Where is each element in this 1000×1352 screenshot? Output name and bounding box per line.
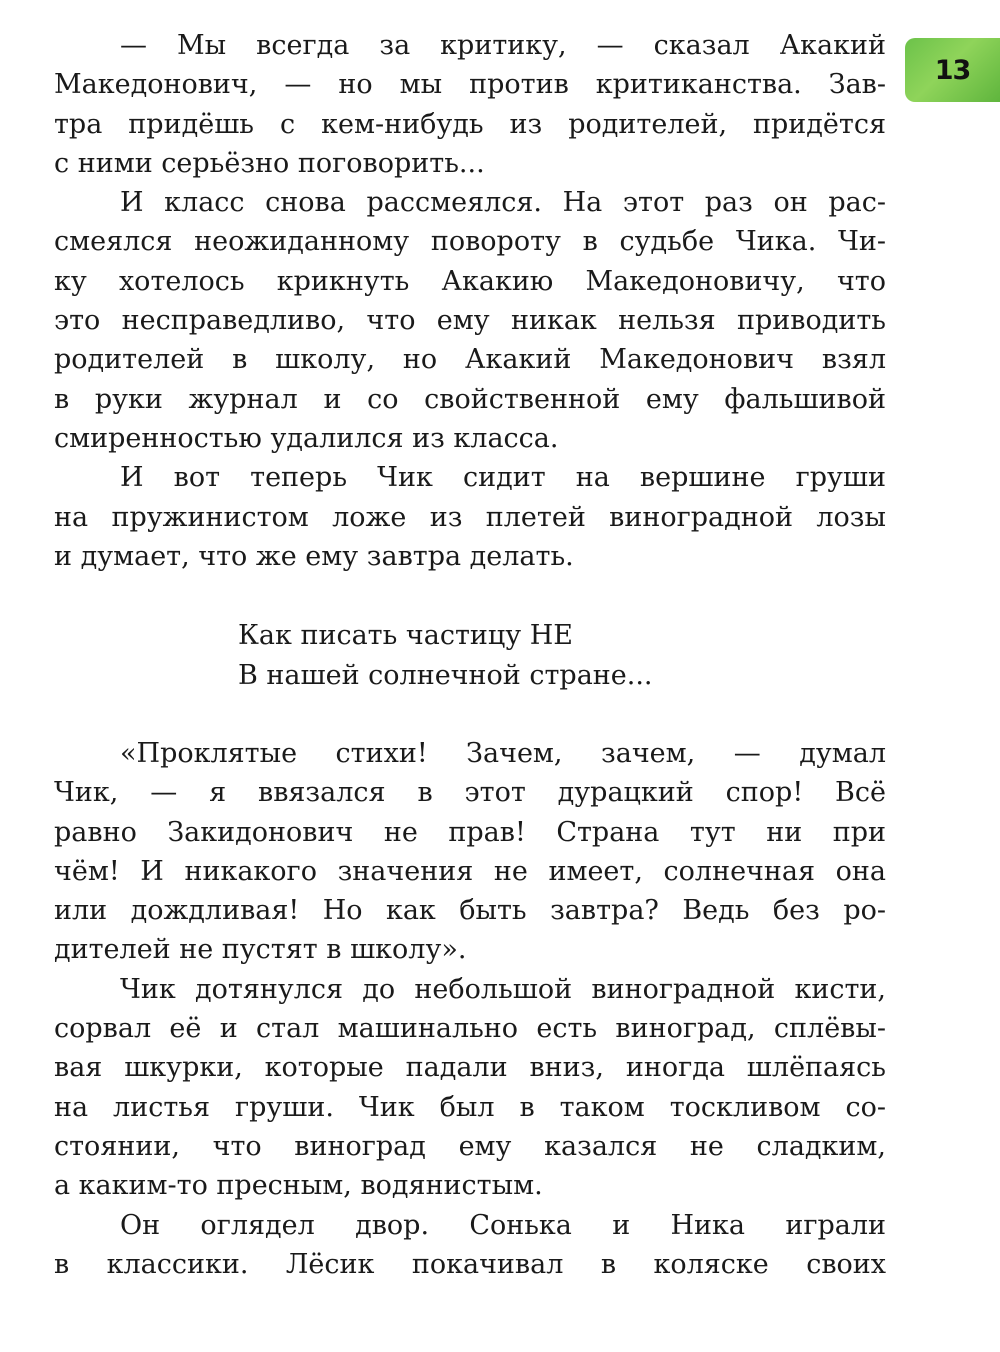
text-block-top [54,26,886,576]
text-line: Македонович, — но мы против критиканства. Зав- [54,69,886,101]
text-line: и думает, что же ему завтра делать. [54,540,574,572]
text-line: с ними серьёзно поговорить... [54,147,485,179]
text-line: в руки журнал и со свойственной ему фальшивой [54,383,886,415]
text-line: Он оглядел двор. Сонька и Ника играли [120,1209,886,1241]
text-line: стоянии, что виноград ему казался не сладким, [54,1130,886,1162]
text-block-bottom [54,734,886,1284]
text-line: родителей в школу, но Акакий Македонович взял [54,344,886,376]
text-line: И класс снова рассмеялся. На этот раз он рас- [120,187,886,219]
epigraph [238,616,738,696]
text-line: в классики. Лёсик покачивал в коляске своих [54,1248,886,1280]
text-line: ку хотелось крикнуть Акакию Македоновичу, что [54,265,886,297]
text-line: Чик, — я ввязался в этот дурацкий спор! Всё [54,777,886,809]
text-line: на листья груши. Чик был в таком тоскливом со- [54,1091,886,1123]
page-number: 13 [934,54,971,86]
text-line: дителей не пустят в школу». [54,934,467,966]
text-line: а каким-то пресным, водянистым. [54,1170,543,1202]
text-line: сорвал её и стал машинально есть виноград, сплёвы- [54,1013,886,1045]
text-line: смеялся неожиданному повороту в судьбе Чика. Чи- [54,226,886,258]
epigraph-line: Как писать частицу НЕ [238,620,573,651]
text-line: «Проклятые стихи! Зачем, зачем, — думал [120,738,886,769]
text-line: чём! И никакого значения не имеет, солнечная она [54,855,886,887]
text-line: Чик дотянулся до небольшой виноградной кисти, [120,973,886,1005]
text-line: на пружинистом ложе из плетей виноградной лозы [54,501,886,533]
text-line: И вот теперь Чик сидит на вершине груши [120,462,886,494]
text-line: — Мы всегда за критику, — сказал Акакий [120,30,886,61]
text-line: или дождливая! Но как быть завтра? Ведь без ро- [54,895,886,927]
epigraph-line: В нашей солнечной стране... [238,660,653,691]
page-number-tab [905,38,1000,102]
text-line: это несправедливо, что ему никак нельзя приводить [54,305,886,337]
text-line: вая шкурки, которые падали вниз, иногда шлёпаясь [54,1052,886,1084]
text-line: смиренностью удалился из класса. [54,422,559,454]
text-line: тра придёшь с кем-нибудь из родителей, придётся [54,108,886,140]
text-line: равно Закидонович не прав! Страна тут ни при [54,816,886,848]
